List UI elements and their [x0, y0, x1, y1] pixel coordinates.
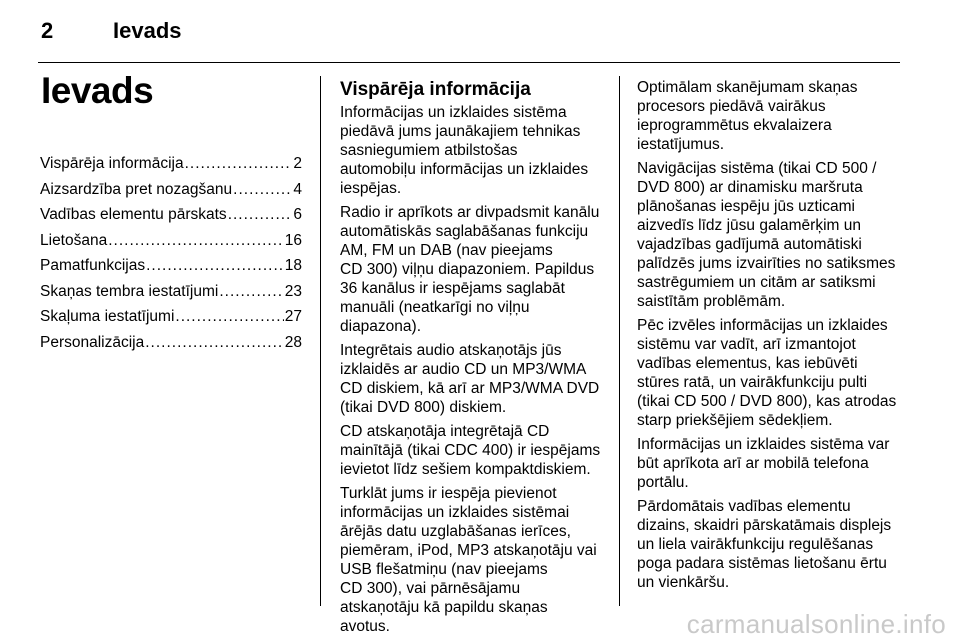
- text-column-middle: [340, 78, 604, 641]
- column-divider: [619, 76, 620, 606]
- toc-leader-dots: [185, 151, 293, 177]
- toc-entry[interactable]: [40, 304, 302, 330]
- toc-leader-dots: [108, 228, 284, 254]
- chapter-title: Ievads: [41, 70, 154, 111]
- toc-entry-label: Vispārēja informācija: [40, 155, 184, 172]
- toc-leader-dots: [219, 279, 283, 305]
- toc-entry-label: Lietošana: [40, 231, 108, 249]
- column-divider: [320, 76, 321, 606]
- toc-entry[interactable]: [40, 228, 302, 254]
- toc-leader-dots: [233, 177, 292, 203]
- page-number: 2: [41, 18, 54, 43]
- paragraph: Integrētais audio atskaņotājs jūs izklaidēs ar audio CD un MP3/WMA CD diskiem, kā arī ar MP3/WMA DVD (tikai DVD 800) diskiem.: [340, 342, 600, 416]
- toc-entry-label: Skaļuma iestatījumi: [40, 308, 175, 325]
- paragraph: Turklāt jums ir iespēja pievienot informācijas un izklaides sistēmai ārējās datu uzglabāšanas ierīces, piemēram, iPod, MP3 atskaņotāju vai USB flešatmiņu (nav pieejams CD 300), vai pārnēsājamu atskaņotāju kā papildu skaņas avotus.: [340, 485, 597, 635]
- toc-entry-page: 16: [284, 231, 302, 249]
- toc-entry-label: Skaņas tembra iestatījumi: [40, 282, 219, 300]
- toc-entry-page: 18: [284, 257, 302, 274]
- page-header: [38, 0, 900, 63]
- paragraph: CD atskaņotāja integrētajā CD mainītājā (tikai CDC 400) ir iespējams ievietot līdz sešiem kompaktdiskiem.: [340, 423, 601, 478]
- paragraph: Radio ir aprīkots ar divpadsmit kanālu automātiskās saglabāšanas funkciju AM, FM un DAB (nav pieejams CD 300) viļņu diapazoniem. Papildus 36 kanālus ir iespējams saglabāt manuāli (neatkarīgi no viļņu diapazona).: [340, 204, 600, 335]
- toc-entry-page: 4: [293, 180, 302, 198]
- watermark: carmanualsonline.info: [686, 609, 946, 639]
- paragraph: Pārdomātais vadības elementu dizains, skaidri pārskatāmais displejs un liela vairākfunkciju regulēšanas poga padara sistēmas lietošanu ērtu un vienkāršu.: [637, 498, 892, 591]
- toc-entry-page: 2: [293, 155, 302, 172]
- running-title: Ievads: [113, 18, 182, 43]
- paragraph: Informācijas un izklaides sistēma piedāvā jums jaunākajiem tehnikas sasniegumiem atbilstošas automobiļu informācijas un izklaides iespējas.: [340, 104, 589, 197]
- text-column-right: [637, 78, 903, 597]
- toc-leader-dots: [145, 330, 284, 356]
- toc-entry[interactable]: [40, 177, 302, 203]
- toc-entry-page: 23: [284, 282, 302, 300]
- toc-leader-dots: [228, 202, 293, 228]
- toc-entry[interactable]: [40, 151, 302, 177]
- toc-entry-label: Personalizācija: [40, 333, 145, 351]
- toc-leader-dots: [146, 253, 284, 279]
- toc-entry-page: 6: [293, 206, 302, 223]
- paragraph: Informācijas un izklaides sistēma var būt aprīkota arī ar mobilā telefona portālu.: [637, 436, 890, 491]
- toc-entry-page: 27: [284, 308, 302, 325]
- toc-entry[interactable]: [40, 202, 302, 228]
- toc-entry[interactable]: [40, 330, 302, 356]
- toc-entry-label: Pamatfunkcijas: [40, 257, 146, 274]
- table-of-contents: [40, 151, 302, 355]
- toc-entry-page: 28: [284, 333, 302, 351]
- paragraph: Pēc izvēles informācijas un izklaides sistēmu var vadīt, arī izmantojot vadības elementus, kas iebūvēti stūres ratā, un vairākfunkciju pulti (tikai CD 500 / DVD 800), kas atrodas starp priekšējiem sēdekļiem.: [637, 317, 897, 429]
- toc-leader-dots: [175, 304, 283, 330]
- paragraph: Optimālam skanējumam skaņas procesors piedāvā vairākus ieprogrammētus ekvalaizera iestatījumus.: [637, 79, 858, 153]
- toc-entry-label: Aizsardzība pret nozagšanu: [40, 180, 233, 198]
- toc-entry[interactable]: [40, 279, 302, 305]
- toc-entry[interactable]: [40, 253, 302, 279]
- section-heading: Vispārēja informācija: [340, 79, 531, 100]
- paragraph: Navigācijas sistēma (tikai CD 500 / DVD 800) ar dinamisku maršruta plānošanas iespēju jūs uzticami aizvedīs līdz jūsu galamērķim un vajadzības gadījumā automātiski palīdzēs jums izvairīties no satiksmes sastrēgumiem un citām ar satiksmi saistītām problēmām.: [637, 160, 896, 310]
- toc-entry-label: Vadības elementu pārskats: [40, 206, 227, 223]
